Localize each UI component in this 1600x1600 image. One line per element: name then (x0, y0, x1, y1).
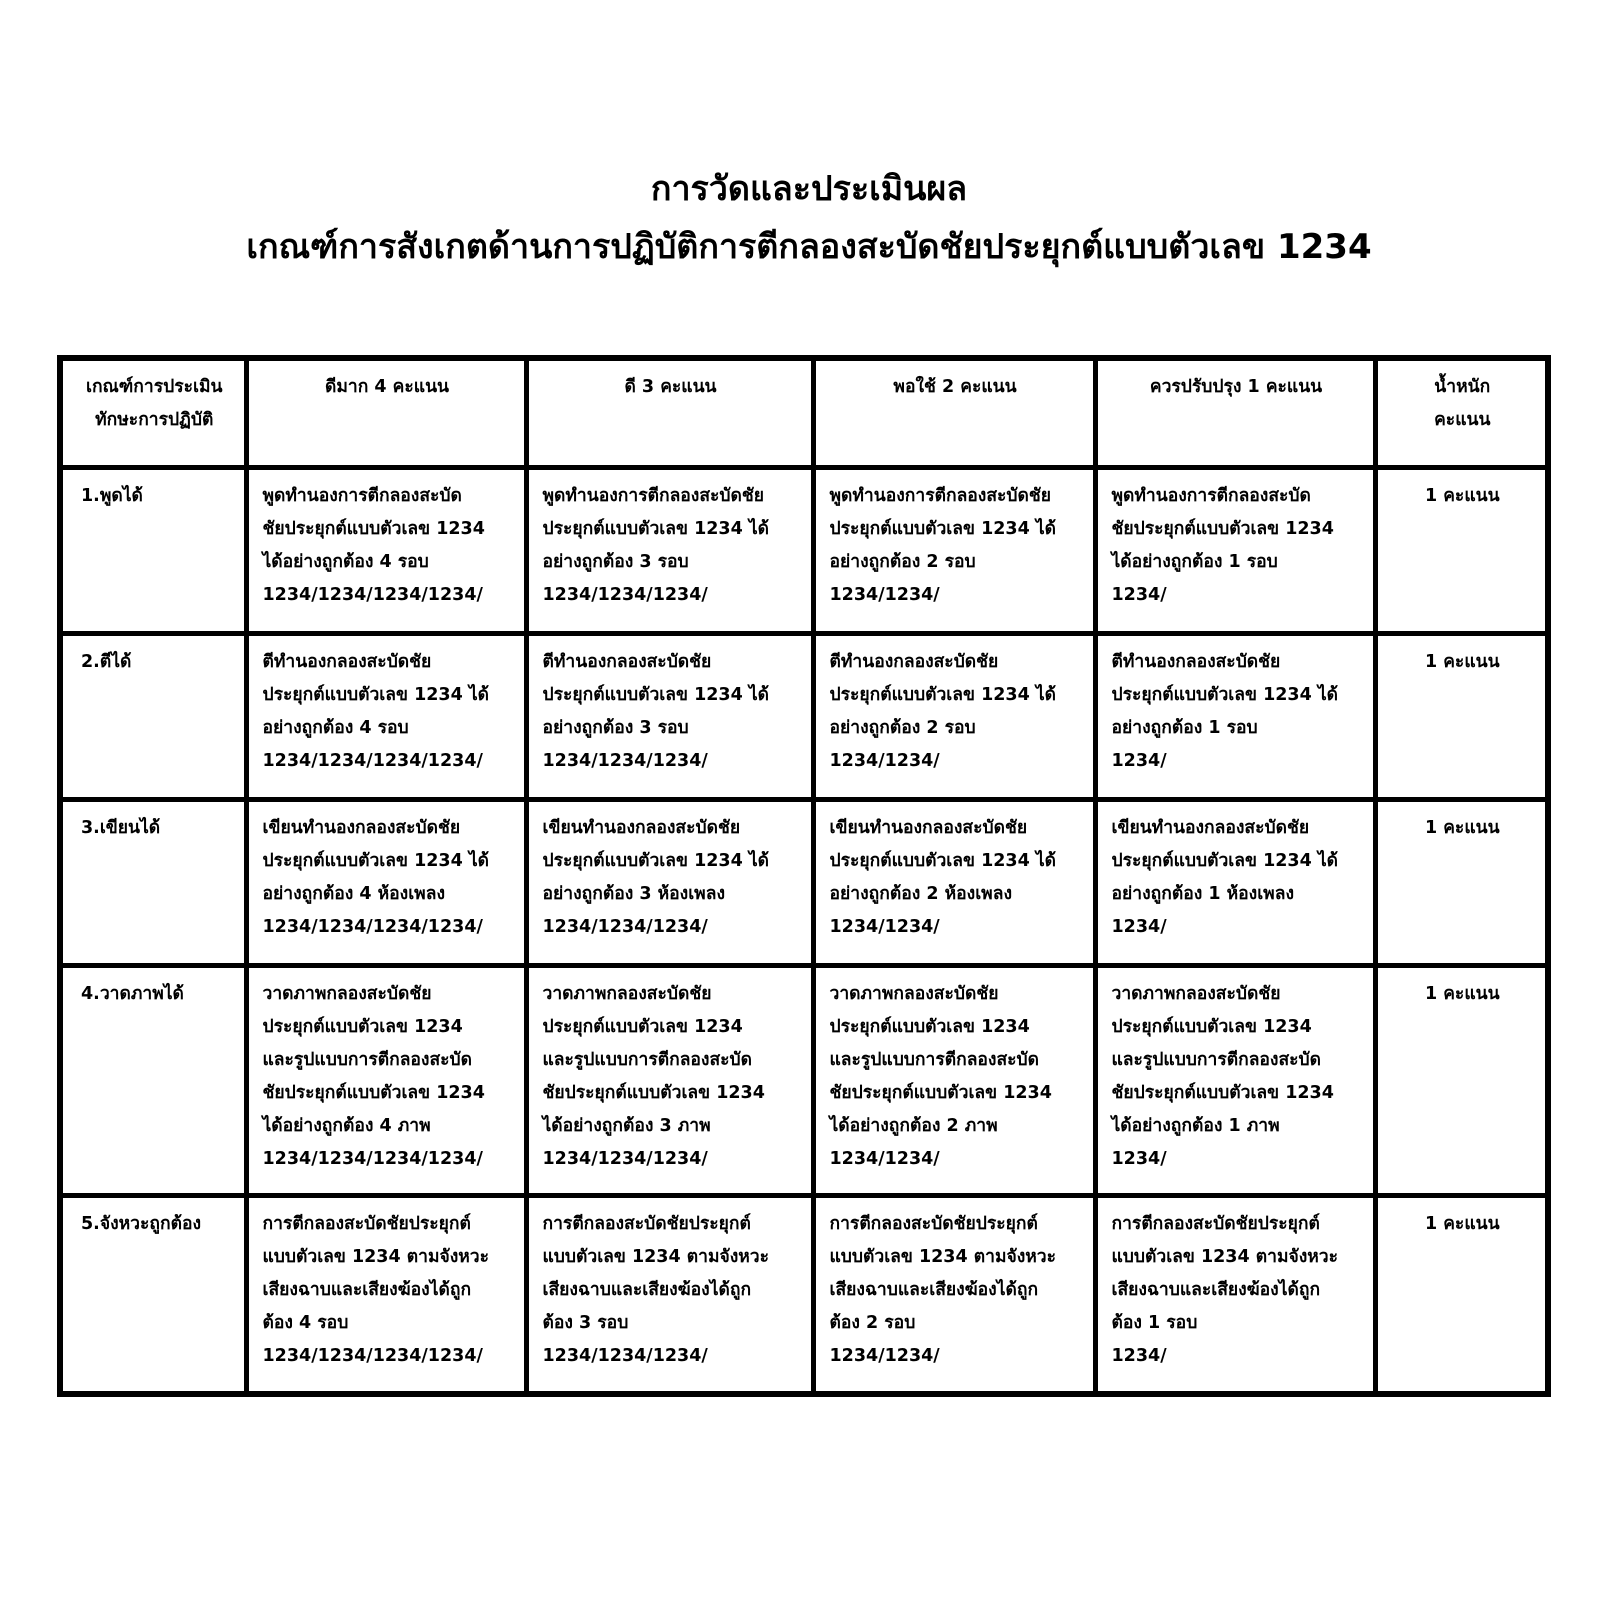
cell-text-line: ชัยประยุกต์แบบตัวเลข 1234 (262, 519, 485, 539)
cell-text-line: เขียนทำนองกลองสะบัดชัย (262, 818, 461, 838)
cell-text-line: 1234/1234/1234/ (542, 1346, 708, 1366)
cell-text-line: 1234/1234/1234/1234/ (262, 585, 483, 605)
cell-text-line: อย่างถูกต้อง 3 รอบ (542, 552, 689, 572)
cell-text-line: ประยุกต์แบบตัวเลข 1234 (1111, 1017, 1312, 1037)
cell-text-line: 1234/ (1111, 917, 1167, 937)
cell-text-line: แบบตัวเลข 1234 ตามจังหวะ (829, 1247, 1057, 1267)
criterion-label: 3.เขียนได้ (81, 818, 161, 838)
cell-text-line: ชัยประยุกต์แบบตัวเลข 1234 (262, 1083, 485, 1103)
cell-text-line: ตีทำนองกลองสะบัดชัย (1111, 652, 1281, 672)
cell-text-line: วาดภาพกลองสะบัดชัย (829, 984, 999, 1004)
cell-text-line: เสียงฉาบและเสียงฆ้องได้ถูก (1111, 1280, 1321, 1300)
cell-text-line: ได้อย่างถูกต้อง 4 ภาพ (262, 1116, 431, 1136)
cell-text-line: ประยุกต์แบบตัวเลข 1234 ได้ (262, 851, 490, 871)
header-line: ดี 3 คะแนน (624, 377, 717, 397)
cell-text-line: พูดทำนองการตีกลองสะบัดชัย (542, 486, 765, 506)
cell-text-line: พูดทำนองการตีกลองสะบัด (262, 486, 462, 506)
cell-text-line: การตีกลองสะบัดชัยประยุกต์ (262, 1214, 471, 1234)
cell-text-line: อย่างถูกต้อง 2 รอบ (829, 718, 976, 738)
table-row (60, 1196, 1548, 1394)
header-line: น้ำหนัก (1434, 377, 1491, 397)
criterion-cell (60, 1196, 246, 1394)
cell-text-line: 1234/1234/ (829, 917, 940, 937)
cell-text-line: 1234/1234/1234/ (542, 1149, 708, 1169)
cell-text-line: ต้อง 2 รอบ (829, 1313, 916, 1333)
header-line: พอใช้ 2 คะแนน (893, 377, 1017, 397)
cell-text-line: อย่างถูกต้อง 4 ห้องเพลง (262, 884, 445, 904)
header-level-1 (1095, 358, 1375, 468)
cell-text-line: และรูปแบบการตีกลองสะบัด (1111, 1050, 1322, 1070)
cell-text-line: ต้อง 3 รอบ (542, 1313, 629, 1333)
table-row (60, 634, 1548, 800)
title-line-2: เกณฑ์การสังเกตด้านการปฏิบัติการตีกลองสะบัดชัยประยุกต์แบบตัวเลข 1234 (246, 227, 1372, 267)
score-cell-level-3 (526, 468, 813, 634)
cell-text-line: ประยุกต์แบบตัวเลข 1234 (262, 1017, 463, 1037)
score-cell-level-1 (1095, 800, 1375, 966)
score-cell-level-4 (246, 800, 526, 966)
cell-text-line: อย่างถูกต้อง 1 ห้องเพลง (1111, 884, 1294, 904)
cell-text-line: 1234/1234/ (829, 1149, 940, 1169)
cell-text-line: ชัยประยุกต์แบบตัวเลข 1234 (542, 1083, 765, 1103)
cell-text-line: แบบตัวเลข 1234 ตามจังหวะ (1111, 1247, 1339, 1267)
cell-text-line: ได้อย่างถูกต้อง 3 ภาพ (542, 1116, 711, 1136)
score-cell-level-1 (1095, 634, 1375, 800)
weight-value: 1 คะแนน (1424, 486, 1500, 506)
weight-cell (1375, 966, 1548, 1196)
criterion-label: 2.ตีได้ (81, 652, 132, 672)
cell-text-line: ประยุกต์แบบตัวเลข 1234 ได้ (542, 519, 770, 539)
cell-text-line: ชัยประยุกต์แบบตัวเลข 1234 (1111, 1083, 1334, 1103)
cell-text-line: และรูปแบบการตีกลองสะบัด (542, 1050, 753, 1070)
criterion-cell (60, 966, 246, 1196)
header-line: ทักษะการปฏิบัติ (95, 410, 214, 430)
cell-text-line: 1234/1234/ (829, 1346, 940, 1366)
cell-text-line: 1234/1234/1234/1234/ (262, 751, 483, 771)
header-line: ดีมาก 4 คะแนน (325, 377, 449, 397)
cell-text-line: 1234/ (1111, 1346, 1167, 1366)
cell-text-line: ได้อย่างถูกต้อง 1 รอบ (1111, 552, 1278, 572)
cell-text-line: ประยุกต์แบบตัวเลข 1234 (542, 1017, 743, 1037)
cell-text-line: การตีกลองสะบัดชัยประยุกต์ (1111, 1214, 1320, 1234)
score-cell-level-4 (246, 634, 526, 800)
criterion-label: 1.พูดได้ (81, 486, 143, 506)
cell-text-line: อย่างถูกต้อง 2 รอบ (829, 552, 976, 572)
cell-text-line: 1234/1234/1234/ (542, 917, 708, 937)
cell-text-line: 1234/1234/1234/1234/ (262, 1149, 483, 1169)
cell-text-line: พูดทำนองการตีกลองสะบัด (1111, 486, 1311, 506)
score-cell-level-3 (526, 634, 813, 800)
cell-text-line: 1234/1234/1234/ (542, 751, 708, 771)
weight-value: 1 คะแนน (1424, 652, 1500, 672)
cell-text-line: 1234/ (1111, 585, 1167, 605)
cell-text-line: วาดภาพกลองสะบัดชัย (262, 984, 432, 1004)
score-cell-level-3 (526, 966, 813, 1196)
weight-value: 1 คะแนน (1424, 1214, 1500, 1234)
cell-text-line: อย่างถูกต้อง 3 รอบ (542, 718, 689, 738)
header-row (60, 358, 1548, 468)
cell-text-line: ประยุกต์แบบตัวเลข 1234 ได้ (829, 519, 1057, 539)
cell-text-line: เสียงฉาบและเสียงฆ้องได้ถูก (262, 1280, 472, 1300)
cell-text-line: อย่างถูกต้อง 2 ห้องเพลง (829, 884, 1012, 904)
score-cell-level-2 (813, 800, 1095, 966)
header-criteria (60, 358, 246, 468)
cell-text-line: อย่างถูกต้อง 4 รอบ (262, 718, 409, 738)
cell-text-line: วาดภาพกลองสะบัดชัย (542, 984, 712, 1004)
cell-text-line: ประยุกต์แบบตัวเลข 1234 (829, 1017, 1030, 1037)
cell-text-line: 1234/1234/1234/1234/ (262, 917, 483, 937)
cell-text-line: 1234/ (1111, 1149, 1167, 1169)
cell-text-line: ประยุกต์แบบตัวเลข 1234 ได้ (829, 685, 1057, 705)
cell-text-line: เขียนทำนองกลองสะบัดชัย (1111, 818, 1310, 838)
criterion-cell (60, 800, 246, 966)
header-line: เกณฑ์การประเมิน (85, 377, 223, 397)
score-cell-level-2 (813, 966, 1095, 1196)
criterion-cell (60, 634, 246, 800)
cell-text-line: แบบตัวเลข 1234 ตามจังหวะ (542, 1247, 770, 1267)
cell-text-line: และรูปแบบการตีกลองสะบัด (262, 1050, 473, 1070)
cell-text-line: ได้อย่างถูกต้อง 2 ภาพ (829, 1116, 998, 1136)
cell-text-line: เสียงฉาบและเสียงฆ้องได้ถูก (542, 1280, 752, 1300)
cell-text-line: ได้อย่างถูกต้อง 4 รอบ (262, 552, 429, 572)
score-cell-level-3 (526, 800, 813, 966)
weight-cell (1375, 1196, 1548, 1394)
cell-text-line: เขียนทำนองกลองสะบัดชัย (829, 818, 1028, 838)
cell-text-line: 1234/1234/ (829, 751, 940, 771)
cell-text-line: ประยุกต์แบบตัวเลข 1234 ได้ (542, 851, 770, 871)
header-line: คะแนน (1434, 410, 1491, 430)
header-level-3 (526, 358, 813, 468)
cell-text-line: เสียงฉาบและเสียงฆ้องได้ถูก (829, 1280, 1039, 1300)
cell-text-line: 1234/1234/ (829, 585, 940, 605)
header-line: ควรปรับปรุง 1 คะแนน (1149, 377, 1323, 397)
cell-text-line: 1234/ (1111, 751, 1167, 771)
cell-text-line: ต้อง 1 รอบ (1111, 1313, 1198, 1333)
cell-text-line: ประยุกต์แบบตัวเลข 1234 ได้ (829, 851, 1057, 871)
cell-text-line: ตีทำนองกลองสะบัดชัย (829, 652, 999, 672)
cell-text-line: ตีทำนองกลองสะบัดชัย (262, 652, 432, 672)
score-cell-level-4 (246, 966, 526, 1196)
rubric-table (57, 355, 1551, 1397)
cell-text-line: ชัยประยุกต์แบบตัวเลข 1234 (829, 1083, 1052, 1103)
cell-text-line: การตีกลองสะบัดชัยประยุกต์ (829, 1214, 1038, 1234)
score-cell-level-2 (813, 468, 1095, 634)
table-row (60, 800, 1548, 966)
score-cell-level-1 (1095, 468, 1375, 634)
cell-text-line: 1234/1234/1234/1234/ (262, 1346, 483, 1366)
cell-text-line: แบบตัวเลข 1234 ตามจังหวะ (262, 1247, 490, 1267)
criterion-label: 4.วาดภาพได้ (81, 984, 184, 1004)
score-cell-level-3 (526, 1196, 813, 1394)
weight-cell (1375, 634, 1548, 800)
cell-text-line: อย่างถูกต้อง 1 รอบ (1111, 718, 1258, 738)
table-row (60, 468, 1548, 634)
score-cell-level-4 (246, 468, 526, 634)
cell-text-line: อย่างถูกต้อง 3 ห้องเพลง (542, 884, 725, 904)
rubric-body (60, 468, 1548, 1394)
score-cell-level-2 (813, 1196, 1095, 1394)
score-cell-level-1 (1095, 966, 1375, 1196)
cell-text-line: วาดภาพกลองสะบัดชัย (1111, 984, 1281, 1004)
cell-text-line: ชัยประยุกต์แบบตัวเลข 1234 (1111, 519, 1334, 539)
header-level-2 (813, 358, 1095, 468)
cell-text-line: และรูปแบบการตีกลองสะบัด (829, 1050, 1040, 1070)
cell-text-line: การตีกลองสะบัดชัยประยุกต์ (542, 1214, 751, 1234)
weight-value: 1 คะแนน (1424, 818, 1500, 838)
weight-value: 1 คะแนน (1424, 984, 1500, 1004)
cell-text-line: ตีทำนองกลองสะบัดชัย (542, 652, 712, 672)
title-line-1: การวัดและประเมินผล (650, 169, 968, 209)
cell-text-line: ประยุกต์แบบตัวเลข 1234 ได้ (262, 685, 490, 705)
cell-text-line: ได้อย่างถูกต้อง 1 ภาพ (1111, 1116, 1280, 1136)
weight-cell (1375, 468, 1548, 634)
score-cell-level-2 (813, 634, 1095, 800)
cell-text-line: พูดทำนองการตีกลองสะบัดชัย (829, 486, 1052, 506)
document-title (0, 160, 1600, 276)
header-weight (1375, 358, 1548, 468)
cell-text-line: เขียนทำนองกลองสะบัดชัย (542, 818, 741, 838)
cell-text-line: ประยุกต์แบบตัวเลข 1234 ได้ (1111, 685, 1339, 705)
cell-text-line: 1234/1234/1234/ (542, 585, 708, 605)
header-level-4 (246, 358, 526, 468)
cell-text-line: ประยุกต์แบบตัวเลข 1234 ได้ (542, 685, 770, 705)
weight-cell (1375, 800, 1548, 966)
score-cell-level-1 (1095, 1196, 1375, 1394)
score-cell-level-4 (246, 1196, 526, 1394)
table-row (60, 966, 1548, 1196)
criterion-cell (60, 468, 246, 634)
cell-text-line: ต้อง 4 รอบ (262, 1313, 349, 1333)
cell-text-line: ประยุกต์แบบตัวเลข 1234 ได้ (1111, 851, 1339, 871)
criterion-label: 5.จังหวะถูกต้อง (81, 1214, 201, 1234)
